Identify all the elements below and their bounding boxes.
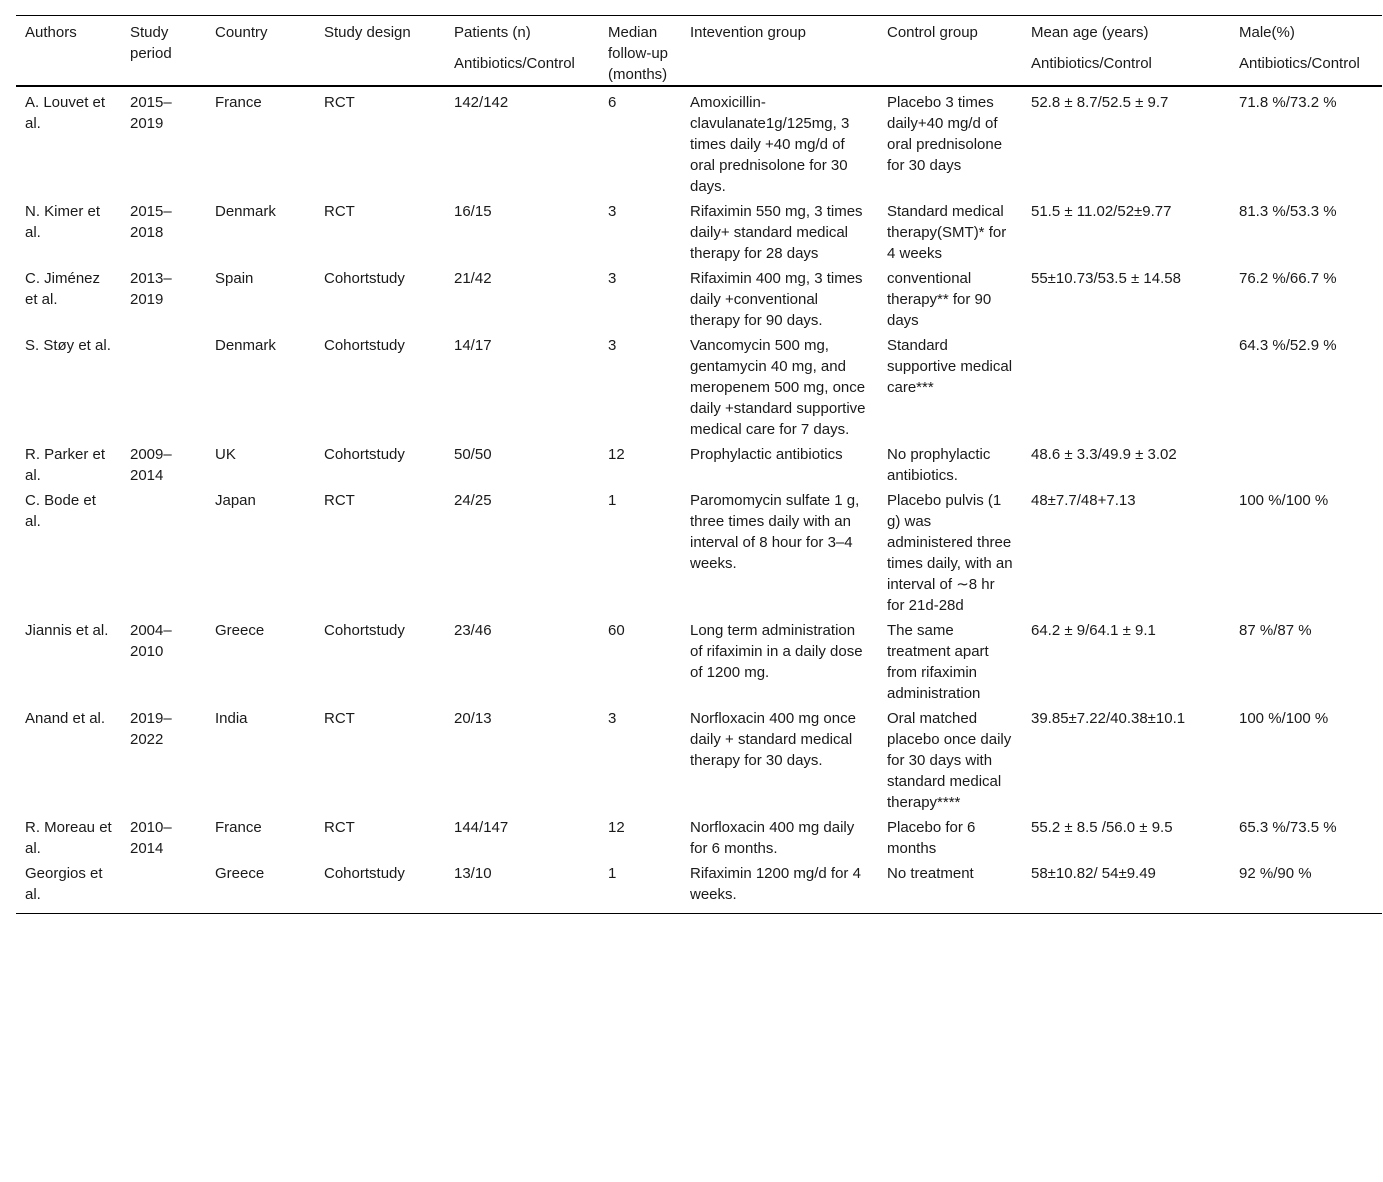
cell-patients: 50/50 — [454, 446, 492, 463]
cell-followup: 1 — [608, 492, 617, 509]
cell-study-design: RCT — [324, 94, 355, 111]
header-study-design: Study design — [324, 24, 411, 41]
cell-study-design: RCT — [324, 819, 355, 836]
cell-age: 51.5 ± 11.02/52±9.77 — [1031, 203, 1172, 220]
cell-age: 64.2 ± 9/64.1 ± 9.1 — [1031, 622, 1156, 639]
cell-followup: 3 — [608, 203, 617, 220]
cell-authors: A. Louvet et al. — [25, 94, 106, 132]
cell-study-period: 2010–2014 — [130, 819, 172, 857]
header-authors: Authors — [25, 24, 77, 41]
cell-country: Denmark — [215, 203, 276, 220]
cell-intervention: Vancomycin 500 mg, gentamycin 40 mg, and meropenem 500 mg, once daily +standard supportive medical care for 7 days. — [690, 337, 866, 438]
table-row — [16, 264, 1382, 331]
cell-study-design: Cohortstudy — [324, 622, 405, 639]
table-row — [16, 486, 1382, 616]
cell-control: conventional therapy** for 90 days — [887, 270, 992, 329]
cell-intervention: Norfloxacin 400 mg daily for 6 months. — [690, 819, 855, 857]
study-table — [16, 15, 1382, 914]
cell-country: Greece — [215, 622, 265, 639]
header-patients — [445, 16, 599, 77]
header-patients-sub: Antibiotics/Control — [454, 55, 575, 72]
cell-age: 55.2 ± 8.5 /56.0 ± 9.5 — [1031, 819, 1173, 836]
cell-authors: R. Parker et al. — [25, 446, 106, 484]
cell-country: UK — [215, 446, 236, 463]
cell-control: No prophylactic antibiotics. — [887, 446, 991, 484]
cell-control: Placebo pulvis (1 g) was administered three times daily, with an interval of ∼8 hr for 21d-28d — [887, 492, 1013, 614]
cell-age: 39.85±7.22/40.38±10.1 — [1031, 710, 1186, 727]
cell-control: Standard supportive medical care*** — [887, 337, 1013, 396]
cell-followup: 1 — [608, 865, 617, 882]
cell-study-period: 2015–2019 — [130, 94, 172, 132]
cell-authors: S. Støy et al. — [25, 337, 111, 354]
cell-male: 100 %/100 % — [1239, 710, 1329, 727]
cell-male: 64.3 %/52.9 % — [1239, 337, 1337, 354]
cell-age — [1022, 331, 1230, 440]
cell-followup: 3 — [608, 710, 617, 727]
cell-age: 52.8 ± 8.7/52.5 ± 9.7 — [1031, 94, 1169, 111]
cell-country: France — [215, 94, 262, 111]
cell-male — [1230, 440, 1382, 486]
table-row — [16, 813, 1382, 859]
cell-male: 71.8 %/73.2 % — [1239, 94, 1337, 111]
cell-authors: Georgios et al. — [25, 865, 103, 903]
cell-authors: R. Moreau et al. — [25, 819, 112, 857]
cell-patients: 13/10 — [454, 865, 492, 882]
cell-control: No treatment — [887, 865, 974, 882]
cell-patients: 24/25 — [454, 492, 492, 509]
header-patients-label: Patients (n) — [454, 24, 531, 41]
cell-country: Japan — [215, 492, 256, 509]
cell-followup: 12 — [608, 446, 625, 463]
cell-study-period: 2009–2014 — [130, 446, 172, 484]
cell-male: 65.3 %/73.5 % — [1239, 819, 1337, 836]
cell-study-design: RCT — [324, 710, 355, 727]
cell-age: 48.6 ± 3.3/49.9 ± 3.02 — [1031, 446, 1177, 463]
table-row — [16, 86, 1382, 197]
header-study-period: Study period — [130, 24, 172, 62]
cell-country: France — [215, 819, 262, 836]
header-age — [1022, 16, 1230, 77]
cell-followup: 60 — [608, 622, 625, 639]
cell-intervention: Paromomycin sulfate 1 g, three times daily with an interval of 8 hour for 3–4 weeks. — [690, 492, 860, 572]
cell-intervention: Rifaximin 550 mg, 3 times daily+ standard medical therapy for 28 days — [690, 203, 863, 262]
cell-study-period — [121, 486, 206, 616]
cell-male: 100 %/100 % — [1239, 492, 1329, 509]
cell-age: 58±10.82/ 54±9.49 — [1031, 865, 1156, 882]
table-row — [16, 440, 1382, 486]
cell-study-design: Cohortstudy — [324, 446, 405, 463]
cell-followup: 3 — [608, 337, 617, 354]
cell-study-design: Cohortstudy — [324, 270, 405, 287]
cell-patients: 21/42 — [454, 270, 492, 287]
header-male-sub: Antibiotics/Control — [1239, 55, 1360, 72]
cell-study-design: RCT — [324, 492, 355, 509]
cell-followup: 3 — [608, 270, 617, 287]
cell-control: Oral matched placebo once daily for 30 days with standard medical therapy**** — [887, 710, 1012, 811]
cell-control: Placebo for 6 months — [887, 819, 976, 857]
cell-study-period — [121, 331, 206, 440]
cell-followup: 6 — [608, 94, 617, 111]
cell-control: Placebo 3 times daily+40 mg/d of oral prednisolone for 30 days — [887, 94, 1003, 174]
cell-country: Spain — [215, 270, 254, 287]
table-row — [16, 331, 1382, 440]
cell-study-period: 2019–2022 — [130, 710, 172, 748]
cell-intervention: Rifaximin 1200 mg/d for 4 weeks. — [690, 865, 861, 903]
cell-control: The same treatment apart from rifaximin administration — [887, 622, 989, 702]
header-country: Country — [215, 24, 268, 41]
cell-study-design: Cohortstudy — [324, 337, 405, 354]
table-row — [16, 704, 1382, 813]
cell-male: 87 %/87 % — [1239, 622, 1312, 639]
cell-patients: 16/15 — [454, 203, 492, 220]
cell-male: 81.3 %/53.3 % — [1239, 203, 1337, 220]
cell-study-design: RCT — [324, 203, 355, 220]
cell-patients: 14/17 — [454, 337, 492, 354]
cell-authors: C. Bode et al. — [25, 492, 96, 530]
cell-country: India — [215, 710, 248, 727]
cell-patients: 20/13 — [454, 710, 492, 727]
cell-intervention: Rifaximin 400 mg, 3 times daily +conventional therapy for 90 days. — [690, 270, 863, 329]
cell-study-design: Cohortstudy — [324, 865, 405, 882]
cell-study-period: 2013–2019 — [130, 270, 172, 308]
header-row — [16, 16, 1382, 77]
header-male-label: Male(%) — [1239, 24, 1295, 41]
header-age-sub: Antibiotics/Control — [1031, 55, 1152, 72]
table-row — [16, 197, 1382, 264]
cell-authors: Anand et al. — [25, 710, 106, 727]
header-age-label: Mean age (years) — [1031, 24, 1149, 41]
cell-control: Standard medical therapy(SMT)* for 4 weeks — [887, 203, 1007, 262]
cell-country: Greece — [215, 865, 265, 882]
cell-authors: N. Kimer et al. — [25, 203, 101, 241]
header-intervention: Intevention group — [690, 24, 806, 41]
header-male — [1230, 16, 1382, 77]
header-control: Control group — [887, 24, 978, 41]
cell-intervention: Long term administration of rifaximin in a daily dose of 1200 mg. — [690, 622, 863, 681]
header-spacer-male — [1230, 77, 1382, 86]
cell-authors: C. Jiménez et al. — [25, 270, 101, 308]
header-followup: Median follow-up (months) — [608, 24, 669, 83]
table-row — [16, 616, 1382, 704]
cell-intervention: Prophylactic antibiotics — [690, 446, 843, 463]
cell-patients: 144/147 — [454, 819, 509, 836]
cell-country: Denmark — [215, 337, 276, 354]
cell-study-period: 2004–2010 — [130, 622, 172, 660]
cell-followup: 12 — [608, 819, 625, 836]
cell-study-period: 2015–2018 — [130, 203, 172, 241]
header-spacer-patients — [445, 77, 599, 86]
cell-male: 92 %/90 % — [1239, 865, 1312, 882]
cell-male: 76.2 %/66.7 % — [1239, 270, 1337, 287]
cell-patients: 23/46 — [454, 622, 492, 639]
header-spacer-age — [1022, 77, 1230, 86]
cell-intervention: Norfloxacin 400 mg once daily + standard medical therapy for 30 days. — [690, 710, 856, 769]
cell-age: 48±7.7/48+7.13 — [1031, 492, 1136, 509]
cell-patients: 142/142 — [454, 94, 509, 111]
table-row — [16, 859, 1382, 914]
study-table-container — [16, 15, 1382, 914]
cell-study-period — [121, 859, 206, 914]
cell-age: 55±10.73/53.5 ± 14.58 — [1031, 270, 1181, 287]
cell-authors: Jiannis et al. — [25, 622, 109, 639]
cell-intervention: Amoxicillin-clavulanate1g/125mg, 3 times daily +40 mg/d of oral prednisolone for 30 days. — [690, 94, 850, 195]
